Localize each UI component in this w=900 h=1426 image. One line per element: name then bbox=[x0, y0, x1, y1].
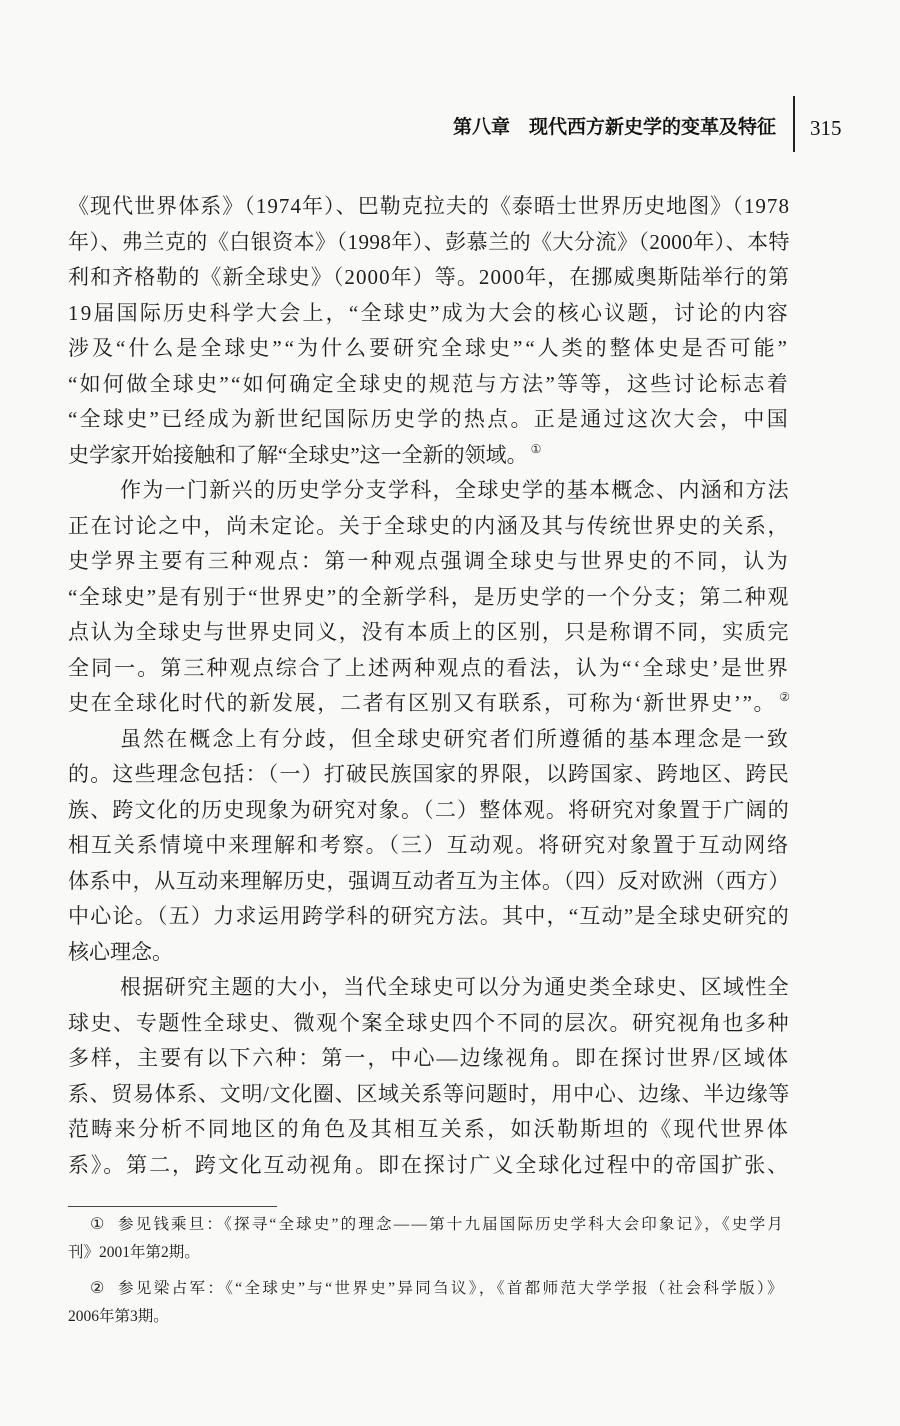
text-line: “如何做全球史”“如何确定全球史的规范与方法”等等，这些讨论标志着 bbox=[68, 371, 790, 396]
text-line: 相互关系情境中来理解和考察。（三）互动观。将研究对象置于互动网络 bbox=[68, 833, 790, 857]
footnote bbox=[68, 1275, 785, 1331]
text-line: 利和齐格勒的《新全球史》（2000年）等。2000年，在挪威奥斯陆举行的第 bbox=[68, 265, 790, 289]
text-line: 多样，主要有以下六种：第一，中心—边缘视角。即在探讨世界/区域体 bbox=[68, 1046, 790, 1070]
body-text bbox=[68, 189, 790, 1183]
text-line: “全球史”已经成为新世纪国际历史学的热点。正是通过这次大会，中国 bbox=[68, 407, 790, 431]
text-line: 作为一门新兴的历史学分支学科，全球史学的基本概念、内涵和方法 bbox=[120, 478, 790, 502]
footnote-line: 参见钱乘旦：《探寻“全球史”的理念——第十九届国际历史学科大会印象记》，《史学月 bbox=[118, 1216, 785, 1233]
text-line: 系、贸易体系、文明/文化圈、区域关系等问题时，用中心、边缘、半边缘等 bbox=[68, 1081, 790, 1106]
text-line: 范畴来分析不同地区的角色及其相互关系，如沃勒斯坦的《现代世界体 bbox=[68, 1117, 790, 1141]
footnote-ref: ① bbox=[530, 441, 542, 456]
text-line: 根据研究主题的大小，当代全球史可以分为通史类全球史、区域性全 bbox=[120, 975, 790, 999]
text-line: 史学界主要有三种观点：第一种观点强调全球史与世界史的不同，认为 bbox=[68, 549, 790, 573]
footnote-separator bbox=[68, 1206, 277, 1207]
footnote-line: 参见梁占军：《“全球史”与“世界史”异同刍议》，《首都师范大学学报（社会科学版）》 bbox=[118, 1280, 785, 1297]
text-line: 核心理念。 bbox=[68, 939, 173, 964]
footnote-line: 2006年第3期。 bbox=[68, 1308, 169, 1325]
text-line: 年）、弗兰克的《白银资本》（1998年）、彭慕兰的《大分流》（2000年）、本特 bbox=[68, 229, 790, 254]
text-line: 系》。第二，跨文化互动视角。即在探讨广义全球化过程中的帝国扩张、 bbox=[68, 1152, 790, 1177]
paragraph bbox=[68, 970, 790, 1183]
text-line: 点认为全球史与世界史同义，没有本质上的区别，只是称谓不同，实质完 bbox=[68, 620, 790, 644]
text-line: 族、跨文化的历史现象为研究对象。（二）整体观。将研究对象置于广阔的 bbox=[68, 797, 790, 822]
footnote-marker: ① bbox=[90, 1216, 105, 1233]
footnote-ref: ② bbox=[779, 690, 790, 704]
text-line: “全球史”是有别于“世界史”的全新学科，是历史学的一个分支；第二种观 bbox=[68, 584, 790, 609]
paragraph bbox=[68, 473, 790, 722]
text-line: 球史、专题性全球史、微观个案全球史四个不同的层次。研究视角也多种 bbox=[68, 1010, 790, 1035]
text-line: 虽然在概念上有分歧，但全球史研究者们所遵循的基本理念是一致 bbox=[120, 726, 790, 751]
text-line: 正在讨论之中，尚未定论。关于全球史的内涵及其与传统世界史的关系， bbox=[68, 513, 790, 538]
header-divider bbox=[793, 96, 795, 152]
footnote bbox=[68, 1211, 785, 1267]
text-line: 体系中，从互动来理解历史，强调互动者互为主体。（四）反对欧洲（西方） bbox=[68, 868, 790, 893]
line-text: 史在全球化时代的新发展，二者有区别又有联系，可称为‘新世界史’”。 bbox=[68, 691, 777, 715]
text-line: 全同一。第三种观点综合了上述两种观点的看法，认为“‘全球史’是世界 bbox=[68, 655, 790, 680]
text-line: 涉及“什么是全球史”“为什么要研究全球史”“人类的整体史是否可能” bbox=[68, 336, 790, 360]
footnote-line: 刊》2001年第2期。 bbox=[68, 1244, 200, 1261]
paragraph bbox=[68, 189, 790, 473]
text-line: 《现代世界体系》（1974年）、巴勒克拉夫的《泰晤士世界历史地图》（1978 bbox=[68, 194, 790, 218]
text-line: 的。这些理念包括：（一）打破民族国家的界限，以跨国家、跨地区、跨民 bbox=[68, 762, 790, 786]
page-number: 315 bbox=[810, 116, 842, 140]
text-line: 19届国际历史科学大会上，“全球史”成为大会的核心议题，讨论的内容 bbox=[68, 300, 790, 325]
paragraph bbox=[68, 722, 790, 971]
footnote-marker: ② bbox=[90, 1280, 105, 1297]
chapter-title: 第八章 现代西方新史学的变革及特征 bbox=[452, 117, 776, 138]
text-line: 中心论。（五）力求运用跨学科的研究方法。其中，“互动”是全球史研究的 bbox=[68, 904, 790, 928]
text-line bbox=[68, 686, 790, 722]
text-line bbox=[68, 438, 790, 474]
line-text: 史学家开始接触和了解“全球史”这一全新的领域。 bbox=[68, 442, 528, 467]
